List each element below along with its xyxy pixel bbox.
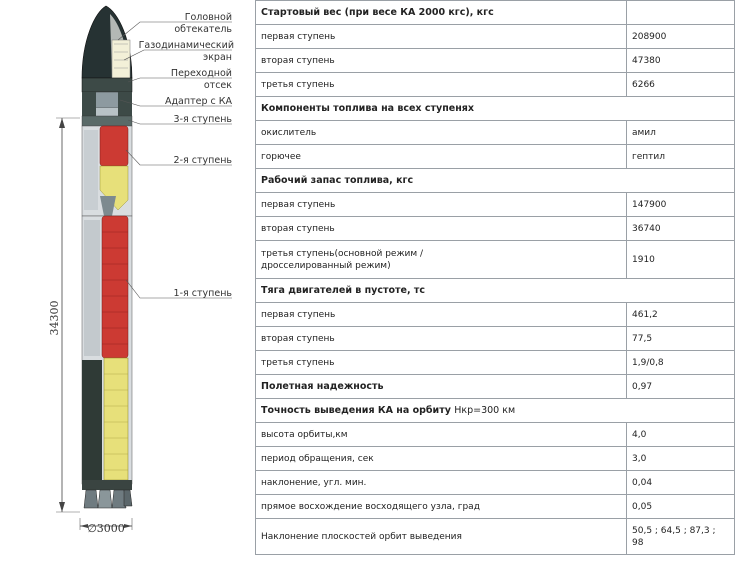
row-value: 50,5 ; 64,5 ; 87,3 ; 98 <box>627 519 735 555</box>
section-title: Точность выведения КА на орбиту <box>261 404 451 416</box>
row-label: высота орбиты,км <box>256 423 627 447</box>
table-row <box>256 519 735 555</box>
row-label: окислитель <box>256 121 627 145</box>
table-row <box>256 327 735 351</box>
section-value-empty <box>627 1 735 25</box>
rocket-cutaway-illustration <box>0 0 255 561</box>
rocket-diagram <box>0 0 255 561</box>
spec-table-container <box>255 0 737 561</box>
row-label: первая ступень <box>256 25 627 49</box>
row-label: первая ступень <box>256 303 627 327</box>
row-label: прямое восхождение восходящего узла, град <box>256 495 627 519</box>
label-fairing-line1: Головной <box>184 12 232 23</box>
label-stage3: 3-я ступень <box>173 114 232 125</box>
label-fairing-line2: обтекатель <box>174 24 232 35</box>
label-transition-line2: отсек <box>203 80 232 91</box>
section-value: 0,97 <box>627 375 735 399</box>
table-row <box>256 495 735 519</box>
row-value: 1,9/0,8 <box>627 351 735 375</box>
row-label: первая ступень <box>256 193 627 217</box>
row-value: 6266 <box>627 73 735 97</box>
section-title: Полетная надежность <box>256 375 627 399</box>
row-value: амил <box>627 121 735 145</box>
label-stage1: 1-я ступень <box>173 288 232 299</box>
row-label: третья ступень <box>256 73 627 97</box>
row-label: вторая ступень <box>256 49 627 73</box>
spec-table <box>255 0 735 555</box>
table-row <box>256 423 735 447</box>
stage1-oxidizer-tank <box>102 216 128 358</box>
row-value: 461,2 <box>627 303 735 327</box>
label-gas-screen-line1: Газодинамический <box>138 40 234 51</box>
row-value: 0,04 <box>627 471 735 495</box>
table-row <box>256 447 735 471</box>
table-row <box>256 471 735 495</box>
section-header-row <box>256 1 735 25</box>
row-value: 1910 <box>627 241 735 279</box>
section-title: Рабочий запас топлива, кгс <box>256 169 735 193</box>
diameter-dimension-label: ∅3000 <box>87 522 125 535</box>
table-row <box>256 73 735 97</box>
label-transition-line1: Переходной <box>170 68 232 79</box>
section-title: Компоненты топлива на всех ступенях <box>256 97 735 121</box>
row-label: горючее <box>256 145 627 169</box>
section-header-row <box>256 399 735 423</box>
row-value: 208900 <box>627 25 735 49</box>
table-row <box>256 351 735 375</box>
section-title: Тяга двигателей в пустоте, тс <box>256 279 735 303</box>
row-label: наклонение, угл. мин. <box>256 471 627 495</box>
table-row <box>256 303 735 327</box>
section-header-row <box>256 97 735 121</box>
row-label: вторая ступень <box>256 327 627 351</box>
height-dimension-label: 34300 <box>48 300 61 336</box>
row-value: 147900 <box>627 193 735 217</box>
stage2-tank-upper <box>100 126 128 166</box>
label-gas-screen-line2: экран <box>202 52 232 63</box>
row-label: период обращения, сек <box>256 447 627 471</box>
section-title-suffix: Нкр=300 км <box>454 404 516 416</box>
row-value: 4,0 <box>627 423 735 447</box>
table-row <box>256 121 735 145</box>
table-row <box>256 193 735 217</box>
row-value: 3,0 <box>627 447 735 471</box>
table-row <box>256 145 735 169</box>
stage1-fuel-tank <box>104 358 128 480</box>
table-row <box>256 25 735 49</box>
table-row <box>256 49 735 73</box>
section-header-row <box>256 169 735 193</box>
row-value: 0,05 <box>627 495 735 519</box>
row-value: 77,5 <box>627 327 735 351</box>
section-header-row <box>256 375 735 399</box>
row-label: третья ступень <box>256 351 627 375</box>
label-stage2: 2-я ступень <box>173 155 232 166</box>
row-value: 47380 <box>627 49 735 73</box>
table-row <box>256 217 735 241</box>
label-adapter: Адаптер с КА <box>164 96 232 107</box>
row-label: вторая ступень <box>256 217 627 241</box>
row-value: 36740 <box>627 217 735 241</box>
row-label: третья ступень(основной режим / дросселированный режим) <box>256 241 627 279</box>
section-title-cell <box>256 399 735 423</box>
row-value: гептил <box>627 145 735 169</box>
section-title: Стартовый вес (при весе КА 2000 кгс), кгс <box>256 1 627 25</box>
row-label: Наклонение плоскостей орбит выведения <box>256 519 627 555</box>
section-header-row <box>256 279 735 303</box>
table-row <box>256 241 735 279</box>
